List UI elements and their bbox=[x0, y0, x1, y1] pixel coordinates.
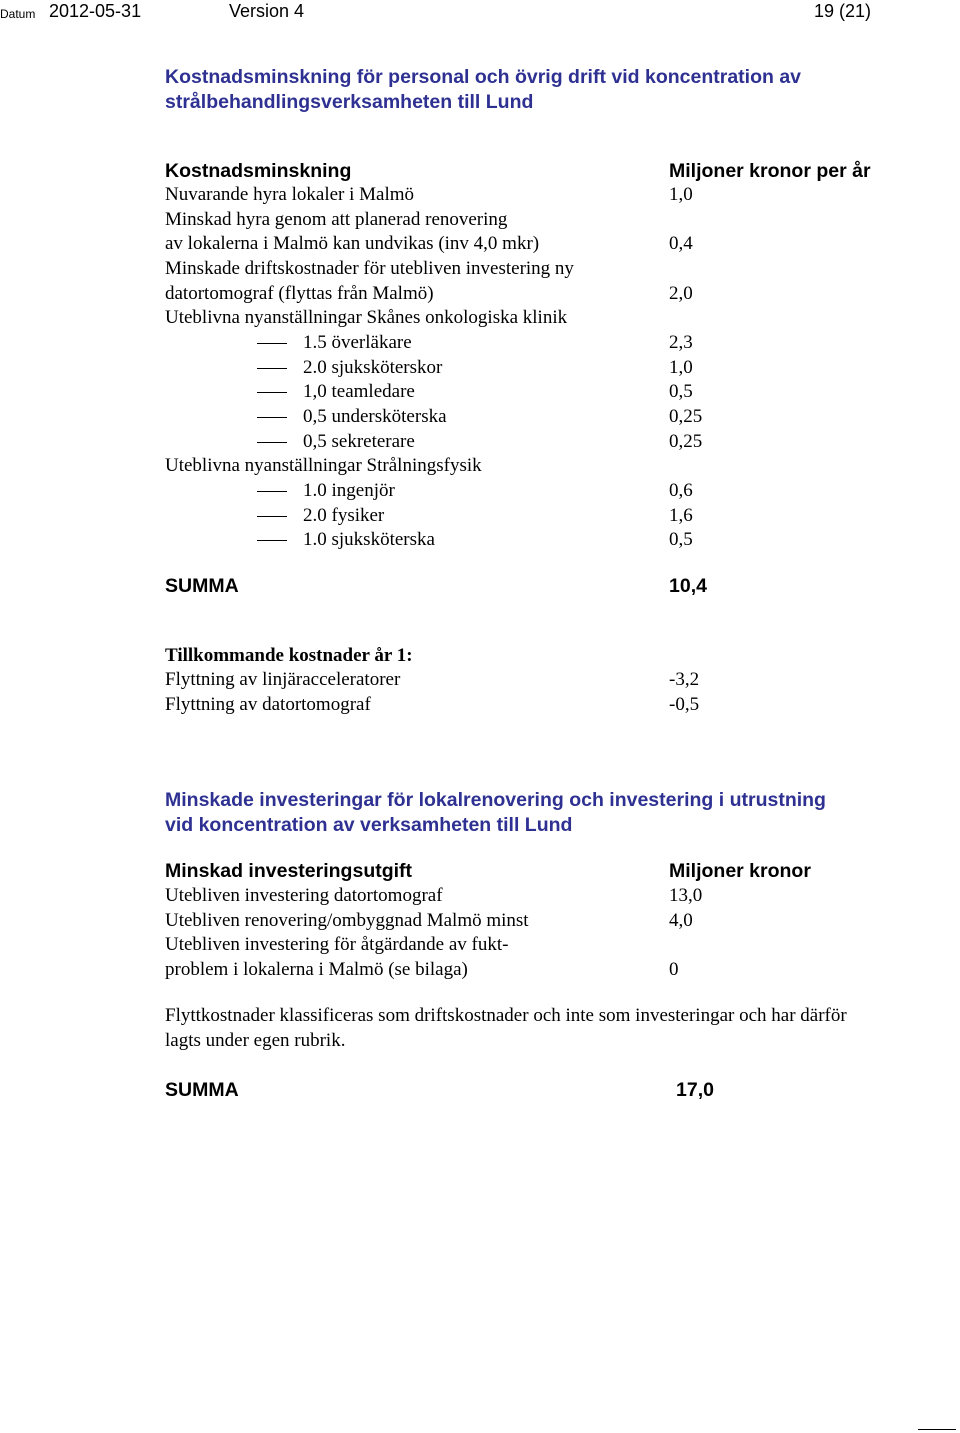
row-text: 0,5 sekreterare bbox=[303, 431, 415, 452]
bullet-dash bbox=[257, 417, 287, 418]
row-text: Minskad hyra genom att planerad renovering bbox=[165, 209, 508, 230]
row-text: Nuvarande hyra lokaler i Malmö bbox=[165, 184, 415, 205]
row-value: 0,4 bbox=[669, 233, 693, 254]
bullet-dash bbox=[257, 392, 287, 393]
row-value: 4,0 bbox=[669, 910, 693, 931]
section2-heading-line2: vid koncentration av verksamheten till Lund bbox=[165, 814, 573, 836]
section1-heading bbox=[165, 65, 801, 115]
section2-heading bbox=[165, 788, 826, 838]
section2-col-left: Minskad investeringsutgift bbox=[165, 860, 413, 882]
bullet-dash bbox=[257, 491, 287, 492]
section2-heading-line1: Minskade investeringar för lokalrenovering och investering i utrustning bbox=[165, 789, 826, 811]
row-text: av lokalerna i Malmö kan undvikas (inv 4,0 mkr) bbox=[165, 233, 540, 254]
bullet-dash bbox=[257, 516, 287, 517]
row-text: Flyttning av linjäracceleratorer bbox=[165, 669, 401, 690]
row-text: 2.0 sjuksköterskor bbox=[303, 357, 443, 378]
row-text: 2.0 fysiker bbox=[303, 505, 385, 526]
row-text: Uteblivna nyanställningar Skånes onkologiska klinik bbox=[165, 307, 568, 328]
row-value: 0,5 bbox=[669, 529, 693, 550]
section2-summa-label: SUMMA bbox=[165, 1079, 239, 1101]
section1-summa-label: SUMMA bbox=[165, 575, 239, 597]
row-text: datortomograf (flyttas från Malmö) bbox=[165, 283, 434, 304]
row-value: 2,3 bbox=[669, 332, 693, 353]
row-value: 2,0 bbox=[669, 283, 693, 304]
row-value: 13,0 bbox=[669, 885, 703, 906]
datum-label: Datum bbox=[0, 7, 36, 21]
row-value: 1,0 bbox=[669, 184, 693, 205]
row-text: 1,0 teamledare bbox=[303, 381, 415, 402]
row-value: 0,5 bbox=[669, 381, 693, 402]
row-text: problem i lokalerna i Malmö (se bilaga) bbox=[165, 959, 468, 980]
bullet-dash bbox=[257, 368, 287, 369]
section1-heading-line1: Kostnadsminskning för personal och övrig drift vid koncentration av bbox=[165, 66, 802, 88]
header-date: 2012-05-31 bbox=[49, 1, 142, 21]
section1-summa-value: 10,4 bbox=[669, 575, 707, 597]
row-text: 1.5 överläkare bbox=[303, 332, 412, 353]
section2-summa-value: 17,0 bbox=[676, 1079, 714, 1101]
bullet-dash bbox=[257, 442, 287, 443]
note-line2: lagts under egen rubrik. bbox=[165, 1029, 346, 1051]
bullet-dash bbox=[257, 540, 287, 541]
row-text: 1.0 sjuksköterska bbox=[303, 529, 435, 550]
row-text: Flyttning av datortomograf bbox=[165, 694, 371, 715]
row-value: 1,6 bbox=[669, 505, 693, 526]
row-value: 0 bbox=[669, 959, 679, 980]
row-text: Uteblivna nyanställningar Strålningsfysik bbox=[165, 455, 482, 476]
row-text: 1.0 ingenjör bbox=[303, 480, 395, 501]
row-text: Minskade driftskostnader för utebliven investering ny bbox=[165, 258, 574, 279]
row-text: Utebliven investering för åtgärdande av fukt- bbox=[165, 934, 509, 955]
row-value: -3,2 bbox=[669, 669, 700, 690]
row-value: 0,6 bbox=[669, 480, 693, 501]
header-page-number: 19 (21) bbox=[814, 1, 872, 21]
section2-col-right: Miljoner kronor bbox=[669, 860, 811, 882]
row-value: 1,0 bbox=[669, 357, 693, 378]
note-line1: Flyttkostnader klassificeras som driftskostnader och inte som investeringar och har därför bbox=[165, 1005, 847, 1026]
section1-heading-line2: strålbehandlingsverksamheten till Lund bbox=[165, 91, 534, 113]
row-value: -0,5 bbox=[669, 694, 700, 715]
row-text: Utebliven renovering/ombyggnad Malmö minst bbox=[165, 910, 529, 931]
additional-costs-title: Tillkommande kostnader år 1: bbox=[165, 645, 413, 666]
section1-col-left: Kostnadsminskning bbox=[165, 160, 352, 182]
row-text: 0,5 undersköterska bbox=[303, 406, 447, 427]
bullet-dash bbox=[257, 343, 287, 344]
row-text: Utebliven investering datortomograf bbox=[165, 885, 443, 906]
section1-col-right: Miljoner kronor per år bbox=[669, 160, 871, 182]
note-paragraph bbox=[165, 1004, 847, 1053]
row-value: 0,25 bbox=[669, 406, 703, 427]
header-version: Version 4 bbox=[229, 1, 305, 21]
footer-rule bbox=[918, 1429, 956, 1430]
row-value: 0,25 bbox=[669, 431, 703, 452]
